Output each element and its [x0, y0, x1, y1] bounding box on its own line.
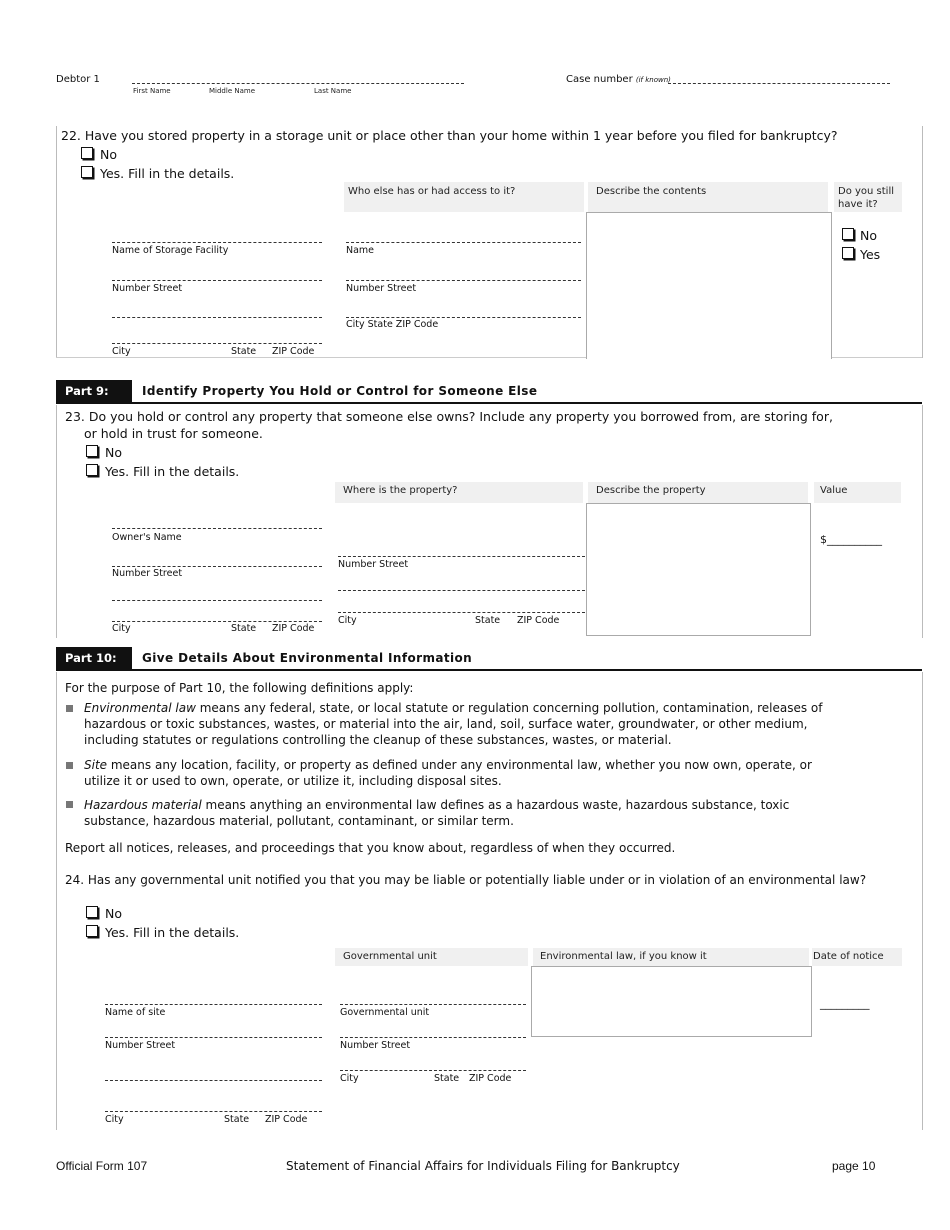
q23-owner-street-label: Number Street	[112, 568, 183, 579]
q24-no-label: No	[105, 906, 122, 921]
q23-owner-street-field[interactable]	[112, 566, 322, 567]
q23-owner-name-field[interactable]	[112, 528, 322, 529]
q23-where-state-label: State	[475, 615, 501, 626]
q24-site-name-field[interactable]	[105, 1004, 322, 1005]
q22-col-contents: Describe the contents	[588, 182, 828, 212]
q24-site-zip-label: ZIP Code	[265, 1114, 308, 1125]
site-term: Site	[84, 758, 108, 772]
q24-col-date: Date of notice	[812, 948, 902, 966]
q22-contents-box[interactable]	[586, 212, 832, 359]
q22-access-city-field[interactable]	[346, 317, 581, 318]
q22-col-still-have-2: have it?	[838, 199, 878, 210]
q24-site-street-field[interactable]	[105, 1037, 322, 1038]
q23-owner-city-field[interactable]	[112, 621, 322, 622]
q22-still-have-no-checkbox[interactable]	[842, 228, 854, 240]
q24-gov-state-label: State	[434, 1073, 460, 1084]
part10-label: Part 10:	[56, 647, 132, 669]
q22-still-have-yes-checkbox[interactable]	[842, 247, 854, 259]
q24-site-street-label: Number Street	[105, 1040, 176, 1051]
q22-no-checkbox[interactable]	[81, 147, 93, 159]
q23-yes-label: Yes. Fill in the details.	[105, 464, 240, 479]
footer-form-number: Official Form 107	[56, 1159, 148, 1173]
q22-yes-label: Yes. Fill in the details.	[100, 166, 235, 181]
q22-question: 22. Have you stored property in a storage unit or place other than your home within 1 year before you filed for bankruptcy?	[61, 128, 838, 143]
q23-where-zip-label: ZIP Code	[517, 615, 560, 626]
q24-site-name-label: Name of site	[105, 1007, 166, 1018]
part9-label: Part 9:	[56, 380, 132, 402]
q24-col-env: Environmental law, if you know it	[533, 948, 809, 966]
q23-col-value: Value	[814, 482, 901, 503]
q22-access-name-label: Name	[346, 245, 375, 256]
hazardous-bullet	[66, 801, 73, 808]
q22-still-have-no-label: No	[860, 228, 877, 243]
q23-no-checkbox[interactable]	[86, 445, 98, 457]
last-name-label: Last Name	[314, 87, 352, 95]
q23-question-line2: or hold in trust for someone.	[84, 426, 263, 441]
q23-value-field[interactable]: $__________	[820, 533, 882, 546]
env-law-bullet	[66, 705, 73, 712]
q24-gov-zip-label: ZIP Code	[469, 1073, 512, 1084]
q22-access-city-label: City State ZIP Code	[346, 319, 439, 330]
env-law-definition: Environmental law means any federal, state, or local statute or regulation concerning pollution, contamination, releases of hazardous or toxic substances, wastes, or material into the air, land, soil, surface water, groundwater, or other medium, including statutes or regulations controlling the cleanup of these substances, wastes, or material.	[84, 701, 823, 747]
q22-facility-state-label: State	[231, 346, 257, 357]
q22-access-street-field[interactable]	[346, 280, 581, 281]
footer-title: Statement of Financial Affairs for Individuals Filing for Bankruptcy	[286, 1159, 680, 1173]
hazardous-definition: Hazardous material means anything an environmental law defines as a hazardous waste, hazardous substance, toxic substance, hazardous material, pollutant, contaminant, or similar term.	[84, 798, 790, 828]
q23-col-describe: Describe the property	[588, 482, 808, 503]
q24-gov-street-field[interactable]	[340, 1037, 526, 1038]
q22-facility-name-label: Name of Storage Facility	[112, 245, 229, 256]
q23-where-street-field[interactable]	[338, 556, 585, 557]
q24-gov-city-field[interactable]	[340, 1070, 526, 1071]
q23-owner-city-label: City	[112, 623, 131, 634]
q24-site-city-field[interactable]	[105, 1111, 322, 1112]
middle-name-label: Middle Name	[209, 87, 255, 95]
part10-title: Give Details About Environmental Information	[142, 651, 473, 665]
q22-facility-city-label: City	[112, 346, 131, 357]
q22-facility-street-field[interactable]	[112, 280, 322, 281]
definitions-intro: For the purpose of Part 10, the following definitions apply:	[65, 681, 414, 695]
q22-facility-street-label: Number Street	[112, 283, 183, 294]
q24-site-city-label: City	[105, 1114, 124, 1125]
case-number-label: Case number (if known)	[566, 74, 671, 85]
q22-col-still-have-1: Do you still	[838, 186, 895, 197]
report-instruction: Report all notices, releases, and proceedings that you know about, regardless of when they occurred.	[65, 841, 676, 855]
q22-facility-zip-label: ZIP Code	[272, 346, 315, 357]
q24-question: 24. Has any governmental unit notified you that you may be liable or potentially liable under or in violation of an environmental law?	[65, 873, 867, 887]
q24-yes-label: Yes. Fill in the details.	[105, 925, 240, 940]
q24-site-state-label: State	[224, 1114, 250, 1125]
part9-header	[56, 380, 922, 404]
q23-question-line1: 23. Do you hold or control any property that someone else owns? Include any property you borrowed from, are storing for,	[65, 409, 833, 424]
debtor-label: Debtor 1	[56, 74, 100, 85]
q23-yes-checkbox[interactable]	[86, 464, 98, 476]
q22-access-name-field[interactable]	[346, 242, 581, 243]
q23-owner-zip-label: ZIP Code	[272, 623, 315, 634]
site-definition: Site means any location, facility, or property as defined under any environmental law, whether you now own, operate, or utilize it or used to own, operate, or utilize it, including disposal sites.	[84, 758, 812, 788]
q23-where-city-label: City	[338, 615, 357, 626]
q24-site-street2-field[interactable]	[105, 1080, 322, 1081]
part10-header	[56, 647, 922, 671]
q24-gov-unit-label: Governmental unit	[340, 1007, 430, 1018]
footer-page: page 10	[832, 1159, 876, 1173]
case-number-field[interactable]	[668, 83, 890, 84]
q22-col-access: Who else has or had access to it?	[344, 182, 584, 212]
env-law-term: Environmental law	[84, 701, 196, 715]
q22-col-still-have	[834, 182, 902, 212]
q23-where-city-field[interactable]	[338, 612, 585, 613]
hazardous-term: Hazardous material	[84, 798, 202, 812]
site-bullet	[66, 762, 73, 769]
debtor-name-field[interactable]	[132, 83, 464, 84]
q22-yes-checkbox[interactable]	[81, 166, 93, 178]
if-known-note: (if known)	[635, 76, 671, 84]
q23-col-where: Where is the property?	[335, 482, 583, 503]
q23-owner-state-label: State	[231, 623, 257, 634]
q23-no-label: No	[105, 445, 122, 460]
q22-no-label: No	[100, 147, 117, 162]
first-name-label: First Name	[133, 87, 171, 95]
q22-facility-city-field[interactable]	[112, 343, 322, 344]
q22-access-street-label: Number Street	[346, 283, 417, 294]
q22-facility-street2-field[interactable]	[112, 317, 322, 318]
q24-no-checkbox[interactable]	[86, 906, 98, 918]
q24-env-law-box[interactable]	[531, 966, 812, 1037]
q22-facility-name-field[interactable]	[112, 242, 322, 243]
q24-gov-unit-field[interactable]	[340, 1004, 526, 1005]
q24-col-gov: Governmental unit	[335, 948, 528, 966]
q24-date-field[interactable]: _________	[820, 997, 870, 1010]
q23-describe-box[interactable]	[586, 503, 811, 636]
q24-gov-city-label: City	[340, 1073, 359, 1084]
q23-where-street2-field[interactable]	[338, 590, 585, 591]
q24-gov-street-label: Number Street	[340, 1040, 411, 1051]
q22-still-have-yes-label: Yes	[860, 247, 881, 262]
q23-owner-street2-field[interactable]	[112, 600, 322, 601]
part9-title: Identify Property You Hold or Control for Someone Else	[142, 384, 538, 398]
q23-owner-name-label: Owner's Name	[112, 532, 182, 543]
q23-where-street-label: Number Street	[338, 559, 409, 570]
q24-yes-checkbox[interactable]	[86, 925, 98, 937]
